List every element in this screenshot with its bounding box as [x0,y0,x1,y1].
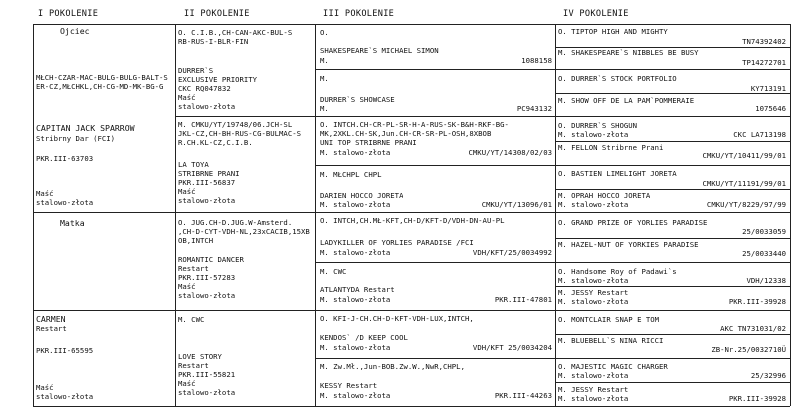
g3-6-titles: M. CWC [320,267,347,276]
grid-g4-d [555,189,790,190]
grid-bottom-line [33,406,790,407]
sire-color-label: Maść [36,189,54,198]
g4-1-name: O. TIPTOP HIGH AND MIGHTY [558,27,668,36]
g3-1-titles: O. [320,28,329,37]
g3-8-color: M. stalowo-złota [320,391,391,400]
g4-2-reg: TP14272701 [742,58,786,67]
g4-1-reg: TN74392402 [742,37,786,46]
grid-dam-split-line [33,310,175,311]
g3-2-reg: PC943132 [516,104,552,113]
dam-reg: PKR.III-65595 [36,346,94,355]
g4-15-reg: 25/32996 [750,371,786,380]
grid-right-line [790,24,791,406]
grid-col2-line [175,24,176,406]
g3-5-name: LADYKILLER OF YORLIES PARADISE /FCI [320,238,474,247]
g3-2-name: DURRER`S SHOWCASE [320,95,395,104]
g2-3-name-line-1: ROMANTIC DANCER [178,255,244,264]
g4-12-color: M. stalowo-złota [558,297,629,306]
g4-4-reg: 1075646 [755,104,786,113]
g3-3-titles-line-2: MK,2XKL.CH-SK,Jun.CH-CR-SR-PL-OSH,8XBOB [320,129,492,138]
g4-9-reg: 25/0033059 [742,227,786,236]
grid-g4-f [555,286,790,287]
header-gen-4: IV POKOLENIE [563,9,629,19]
grid-g4-b [555,93,790,94]
g4-10-reg: 25/0033440 [742,249,786,258]
g3-8-name: KESSY Restart [320,381,378,390]
sire-color-breed: Stribrny Dar (FCI) [36,134,116,143]
sire-titles-line-1: MŁCH-CZAR-MAC-BULG-BULG-BALT-S [36,73,168,82]
g3-6-name: ATLANTYDA Restart [320,285,395,294]
g4-11-color: M. stalowo-złota [558,276,629,285]
g2-3-titles-line-3: OB,INTCH [178,236,214,245]
g2-4-color-label: Maść [178,379,196,388]
g2-1-color-label: Maść [178,93,196,102]
g3-6-reg: PKR.III-47801 [494,295,552,304]
g2-2-name-line-1: LA TOYA [178,160,209,169]
g2-1-reg: CKC RQ047832 [178,84,231,93]
g4-7-reg: CMKU/YT/11191/99/01 [702,179,786,188]
g3-4-color: M. stalowo-złota [320,200,391,209]
grid-col3-line [315,24,316,406]
g4-12-reg: PKR.III-39928 [728,297,786,306]
sire-titles [36,73,168,91]
g2-1-name [178,66,257,111]
g3-8-reg: PKR.III-44263 [494,391,552,400]
g2-3-titles [178,218,310,245]
g2-4-name [178,352,235,397]
g3-5-titles: O. INTCH,CH.MŁ-KFT,CH-D/KFT-D/VDH-DN-AU-PL [320,216,505,225]
header-gen-2: II POKOLENIE [184,9,250,19]
grid-o3-line [315,165,790,166]
g3-3-reg: CMKU/YT/14308/02/03 [468,148,552,157]
g4-16-reg: PKR.III-39928 [728,394,786,403]
g3-7-titles: O. KFI-J-CH.CH-D-KFT-VDH-LUX,INTCH, [320,314,474,323]
grid-left-line [33,24,34,406]
g2-3-color: stalowo-złota [178,291,236,300]
g4-8-name: M. OPRAH HOCCO JORETA [558,191,651,200]
g4-16-name: M. JESSY Restart [558,385,629,394]
g2-3-reg: PKR.III-57283 [178,273,236,282]
g2-3-titles-line-1: O. JUG.CH-D.JUG.W-Amsterd. [178,218,293,227]
sire-titles-line-2: ER-CZ,MŁCHKL,CH-CG-MD-MK-BG-G [36,82,164,91]
g2-3-name [178,255,244,300]
grid-g4-c [555,141,790,142]
dam-color-label: Maść [36,383,54,392]
g4-14-name: M. BLUEBELL`S NINA RICCI [558,336,664,345]
g2-4-reg: PKR.III-55821 [178,370,236,379]
g2-4-titles-line-1: M. CWC [178,315,205,324]
g4-8-reg: CMKU/YT/8229/97/99 [706,200,786,209]
g3-1-reg: 1088158 [521,56,552,65]
g2-2-color-label: Maść [178,187,196,196]
g4-4-name: M. SHOW OFF DE LA PAM`POMMERAIE [558,96,695,105]
g2-2-reg: PKR.III-56837 [178,178,236,187]
g2-2-color: stalowo-złota [178,196,236,205]
g3-7-name: KENDOS` /D KEEP COOL [320,333,408,342]
grid-o1-line [315,69,790,70]
g4-12-name: M. JESSY Restart [558,288,629,297]
g4-15-color: M. stalowo-złota [558,371,629,380]
g2-2-name [178,160,240,205]
sire-name: CAPITAN JACK SPARROW [36,124,135,133]
dam-name: CARMEN [36,315,66,324]
g3-8-titles: M. Zw.Mł.,Jun-BOB.Zw.W.,NwR,CHPL, [320,362,465,371]
g4-9-name: O. GRAND PRIZE OF YORLIES PARADISE [558,218,708,227]
grid-top-line [33,24,790,25]
g2-1-titles-line-1: O. C.I.B.,CH-CAN-AKC-BUL-S [178,28,293,37]
g2-3-color-label: Maść [178,282,196,291]
g4-10-name: M. HAZEL-NUT OF YORKIES PARADISE [558,240,699,249]
g4-6-name: M. FELLON Stribrne Prani [558,143,664,152]
g2-2-titles-line-2: JKL-CZ,CH-BH-RUS-CG-BULMAC-S [178,129,302,138]
grid-q3-line [175,310,790,311]
g4-5-color: M. stalowo-złota [558,130,629,139]
g4-6-reg: CMKU/YT/10411/99/01 [702,151,786,160]
g3-5-reg: VDH/KFT/25/0034992 [472,248,552,257]
g4-5-name: O. DURRER`S SHOGUN [558,121,638,130]
g4-2-name: M. SHAKESPEARE`S NIBBLES BE BUSY [558,48,699,57]
g4-5-reg: CKC LA713198 [733,130,786,139]
g2-2-titles [178,120,301,147]
grid-col4-line [555,24,556,406]
g2-2-name-line-2: STRIBRNE PRANI [178,169,240,178]
grid-g4-h [555,382,790,383]
g2-1-color: stalowo-złota [178,102,236,111]
g4-7-name: O. BASTIEN LIMELIGHT JORETA [558,169,677,178]
g3-7-color: M. stalowo-złota [320,343,391,352]
grid-g4-e [555,238,790,239]
g4-8-color: M. stalowo-złota [558,200,629,209]
grid-mid-line [33,212,790,213]
header-gen-1: I POKOLENIE [38,9,99,19]
g3-7-reg: VDH/KFT 25/0034204 [472,343,552,352]
g3-6-color: M. stalowo-złota [320,295,391,304]
g2-1-titles-line-2: RB-RUS-I-BLR-FIN [178,37,249,46]
g2-2-titles-line-3: R.CH.KL-CZ,C.I.B. [178,138,253,147]
g4-3-name: O. DURRER`S STOCK PORTFOLIO [558,74,677,83]
g4-13-name: O. MONTCLAIR SNAP E TOM [558,315,660,324]
grid-o5-line [315,262,790,263]
g4-11-name: O. Handsome Roy of Padawi`s [558,267,677,276]
g3-1-name: SHAKESPEARE`S MICHAEL SIMON [320,46,439,55]
g2-3-titles-line-2: ,CH-D-CYT-VDH-NL,23xCACIB,15XB [178,227,310,236]
g3-4-name: DARIEN HOCCO JORETA [320,191,404,200]
g4-13-reg: AKC TN731031/02 [720,324,786,333]
dam-color: stalowo-złota [36,392,94,401]
g2-1-name-line-2: EXCLUSIVE PRIORITY [178,75,258,84]
g2-4-color: stalowo-złota [178,388,236,397]
g4-16-color: M. stalowo-złota [558,394,629,403]
g2-1-name-line-1: DURRER`S [178,66,214,75]
grid-g4-g [555,334,790,335]
sire-reg: PKR.III-63703 [36,154,94,163]
g3-4-reg: CMKU/YT/13096/01 [481,200,552,209]
grid-q1-line [175,116,790,117]
g2-4-titles [178,315,204,324]
g3-4-titles: M. MŁCHPL CHPL [320,170,382,179]
g2-4-name-line-1: LOVE STORY [178,352,222,361]
g3-3-titles-line-1: O. INTCH.CH-CR-PL-SR-H-A-RUS-SK-B&H-RKF-BG- [320,120,509,129]
g2-2-titles-line-1: M. CMKU/YT/19748/06.JCH-SL [178,120,293,129]
dam-heading: Matka [60,219,85,228]
g3-3-titles [320,120,509,138]
g2-1-titles [178,28,292,46]
grid-o7-line [315,358,790,359]
g4-14-reg: ZB-Nr.25/0032710Ü [711,345,786,354]
g3-5-color: M. stalowo-złota [320,248,391,257]
g4-11-reg: VDH/12338 [746,276,786,285]
header-gen-3: III POKOLENIE [323,9,395,19]
g3-2-titles: M. [320,74,329,83]
g4-15-name: O. MAJESTIC MAGIC CHARGER [558,362,668,371]
sire-color: stalowo-złota [36,198,94,207]
g3-2-color: M. [320,104,329,113]
sire-heading: Ojciec [60,27,90,36]
g2-3-name-line-2: Restart [178,264,209,273]
g4-3-reg: KY713191 [750,84,786,93]
g3-1-color: M. [320,56,329,65]
dam-color-breed: Restart [36,324,67,333]
g3-3-name: UNI TOP STRIBRNE PRANI [320,138,417,147]
g2-4-name-line-2: Restart [178,361,209,370]
g3-3-color: M. stalowo-złota [320,148,391,157]
